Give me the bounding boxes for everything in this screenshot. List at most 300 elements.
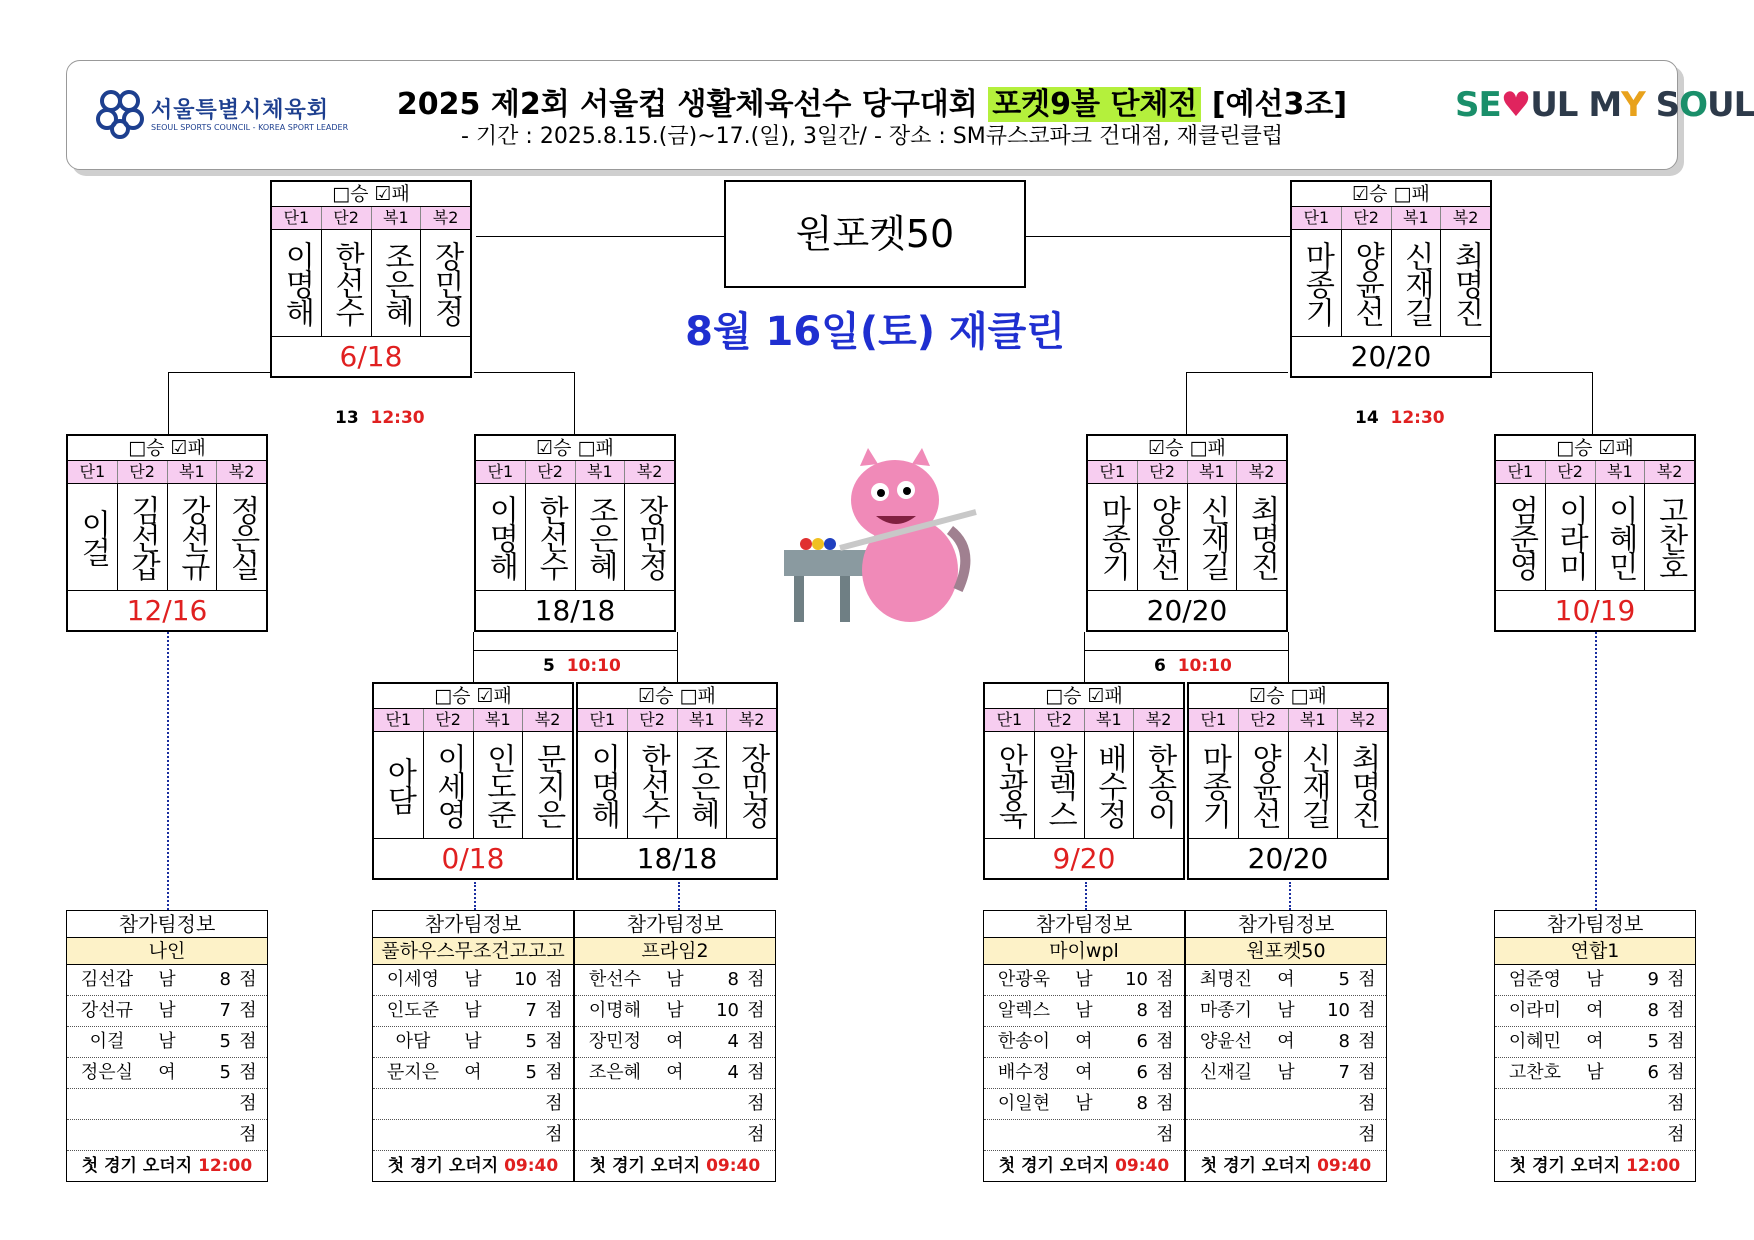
member-row [373,1120,573,1151]
member-name: 문지은 [386,1062,440,1083]
line [1084,650,1289,651]
player-name: 안광욱 [985,732,1035,838]
position-label: 복2 [228,462,255,481]
member-row [984,996,1184,1027]
point-unit: 점 [1358,1000,1376,1021]
member-name [1186,1089,1266,1119]
player-name: 한선수 [526,484,576,590]
match-number: 14 [1355,408,1379,428]
position-label: 복1 [1596,461,1646,483]
member-gender [147,1120,187,1150]
match-result: ☑승 □패 [536,437,614,459]
member-points [1104,1120,1148,1150]
member-name [373,1120,453,1150]
match-score: 0/18 [441,842,505,875]
match-result: ☑승 □패 [1249,685,1327,707]
point-unit: 점 [545,1000,563,1021]
point-unit: 점 [1156,969,1174,990]
point-unit: 점 [1667,1062,1685,1083]
member-points [1306,1089,1350,1119]
member-points: 7 [219,1000,231,1021]
member-gender: 여 [158,1062,176,1083]
match-label-14 [1355,408,1445,428]
team-info-header: 참가팀정보 [1186,911,1386,938]
member-gender [453,1089,493,1119]
position-label: 복1 [372,207,422,229]
match-card-top-left [270,180,472,378]
match-score: 12/16 [126,594,208,627]
player-name: 신재길 [1289,732,1339,838]
team-info-1 [372,910,574,1182]
member-row [984,1058,1184,1089]
match-card-mid-2 [474,434,676,632]
player-name: 한선수 [628,732,678,838]
player-name: 고찬호 [1652,495,1688,579]
player-names [272,230,470,337]
player-name: 정은실 [224,495,260,579]
position-label: 복1 [1188,461,1238,483]
position-label: 복1 [576,461,626,483]
member-name: 정은실 [80,1062,134,1083]
team-info-5 [1494,910,1696,1182]
position-label: 단2 [628,709,678,731]
member-row [575,1120,775,1151]
player-name: 김선갑 [118,484,168,590]
match-score: 9/20 [1052,842,1116,875]
member-gender: 여 [666,1031,684,1052]
position-row [374,708,572,732]
team-info-header: 참가팀정보 [373,911,573,938]
player-name: 한송이 [1141,743,1177,827]
member-row [373,996,573,1027]
match-score: 20/20 [1146,594,1228,627]
point-unit: 점 [239,969,257,990]
match-card-mid-3 [1086,434,1288,632]
position-label: 단2 [1138,461,1188,483]
first-game-time: 09:40 [706,1156,761,1176]
member-name: 강선규 [80,1000,134,1021]
match-card-low-3 [983,682,1185,880]
member-gender: 남 [1277,1000,1295,1021]
member-points: 5 [1647,1031,1659,1052]
member-points [493,1120,537,1150]
team-name: 원포켓50 [1186,938,1386,965]
position-label: 단2 [1239,709,1289,731]
team-info-header: 참가팀정보 [67,911,267,938]
player-names [578,732,776,839]
player-name: 조은혜 [372,230,422,336]
line [1026,236,1292,237]
first-game-time: 09:40 [1317,1156,1372,1176]
logo-korean-text: 서울특별시체육회 [151,98,330,123]
match-card-low-4 [1187,682,1389,880]
line [476,236,726,237]
team-name: 마이wpl [984,938,1184,965]
match-score: 18/18 [534,594,616,627]
point-unit: 점 [1156,1000,1174,1021]
position-label: 단1 [272,207,322,229]
member-name: 김선갑 [80,969,134,990]
member-row [575,965,775,996]
title-highlight: 포켓9볼 단체전 [988,87,1201,122]
member-points: 8 [1136,1093,1148,1114]
point-unit: 점 [1358,969,1376,990]
player-name: 이명해 [272,230,322,336]
team-name: 풀하우스무조건고고고 [373,938,573,965]
member-name: 이세영 [386,969,440,990]
position-label: 복1 [678,709,728,731]
member-name: 양윤선 [1199,1031,1253,1052]
line [168,372,169,434]
member-gender [1575,1120,1615,1150]
header-banner [66,60,1754,170]
team-name: 나인 [67,938,267,965]
member-points: 4 [727,1062,739,1083]
line [1288,632,1289,682]
match-score: 10/19 [1554,594,1636,627]
member-gender: 남 [158,969,176,990]
player-names [374,732,572,839]
member-gender [1266,1089,1306,1119]
member-row [1495,965,1695,996]
member-points: 10 [514,969,537,990]
point-unit: 점 [1156,1031,1174,1052]
line [677,632,678,682]
player-name: 이혜민 [1596,484,1646,590]
position-label: 단2 [424,709,474,731]
match-number: 5 [543,656,555,676]
member-points: 4 [727,1031,739,1052]
match-score: 18/18 [636,842,718,875]
member-name: 안광욱 [997,969,1051,990]
member-points: 7 [525,1000,537,1021]
member-points [695,1089,739,1119]
title-suffix: [예선3조] [1201,87,1348,122]
match-card-mid-4 [1494,434,1696,632]
member-row [67,965,267,996]
member-name: 장민정 [588,1031,642,1052]
line [473,650,678,651]
member-name [984,1120,1064,1150]
member-row [1495,1027,1695,1058]
match-score: 20/20 [1350,340,1432,373]
member-points: 5 [1338,969,1350,990]
member-gender: 여 [1277,969,1295,990]
match-result: □승 ☑패 [128,437,206,459]
member-row [67,996,267,1027]
point-unit: 점 [1667,1031,1685,1052]
member-points [187,1120,231,1150]
position-row [476,460,674,484]
member-gender: 여 [1075,1031,1093,1052]
player-name: 신재길 [1188,484,1238,590]
position-label: 복2 [1145,710,1172,729]
member-name: 이라미 [1508,1000,1562,1021]
position-label: 단1 [1496,461,1546,483]
seoul-my-soul-logo: SE♥UL MY SOUL [1455,85,1754,125]
first-game-time: 12:00 [198,1156,253,1176]
position-label: 단2 [526,461,576,483]
player-names [1496,484,1694,591]
position-row [1292,206,1490,230]
member-points: 5 [219,1031,231,1052]
line [574,372,575,434]
point-unit: 점 [1667,1093,1685,1114]
member-name: 최명진 [1199,969,1253,990]
match-result: ☑승 □패 [1352,183,1430,205]
match-score: 20/20 [1247,842,1329,875]
member-name [67,1089,147,1119]
member-gender [655,1089,695,1119]
member-gender: 여 [1586,1000,1604,1021]
member-points [1615,1089,1659,1119]
member-gender [1266,1120,1306,1150]
position-label: 복2 [534,710,561,729]
member-name: 인도준 [386,1000,440,1021]
member-gender: 남 [464,1000,482,1021]
member-gender: 남 [1075,1093,1093,1114]
point-unit: 점 [747,1124,765,1145]
member-points [1306,1120,1350,1150]
dotted-link [1085,882,1087,910]
point-unit: 점 [545,1124,563,1145]
point-unit: 점 [1156,1093,1174,1114]
dotted-link [474,882,476,910]
match-score: 6/18 [339,340,403,373]
dotted-link [678,882,680,910]
line [168,372,270,373]
player-name: 최명진 [1448,241,1484,325]
member-gender: 여 [666,1062,684,1083]
match-card-top-right [1290,180,1492,378]
point-unit: 점 [239,1124,257,1145]
player-name: 엄준영 [1496,484,1546,590]
member-gender: 여 [1075,1062,1093,1083]
member-name [575,1089,655,1119]
position-label: 단1 [476,461,526,483]
point-unit: 점 [1358,1062,1376,1083]
first-game-footer [373,1151,573,1181]
member-row [67,1120,267,1151]
match-number: 13 [335,408,359,428]
position-row [1496,460,1694,484]
member-row [575,1058,775,1089]
line [474,372,574,373]
position-row [68,460,266,484]
member-row [67,1058,267,1089]
position-label: 복2 [738,710,765,729]
team-info-header: 참가팀정보 [984,911,1184,938]
dotted-link [1289,882,1291,910]
player-name: 이세영 [424,732,474,838]
member-points: 5 [525,1031,537,1052]
point-unit: 점 [545,1093,563,1114]
final-winner-box: 원포켓50 [724,180,1026,288]
first-game-footer [1495,1151,1695,1181]
point-unit: 점 [747,1062,765,1083]
member-gender [147,1089,187,1119]
member-name [373,1089,453,1119]
member-name: 알렉스 [997,1000,1051,1021]
team-info-4 [1185,910,1387,1182]
position-label: 단1 [374,709,424,731]
member-row [1495,1120,1695,1151]
player-name: 알렉스 [1035,732,1085,838]
position-label: 복2 [1452,208,1479,227]
team-info-header: 참가팀정보 [575,911,775,938]
point-unit: 점 [747,1000,765,1021]
point-unit: 점 [1358,1031,1376,1052]
first-game-footer [575,1151,775,1181]
member-row [984,1027,1184,1058]
member-gender: 남 [1277,1062,1295,1083]
point-unit: 점 [747,1031,765,1052]
team-name: 프라임2 [575,938,775,965]
match-card-low-2 [576,682,778,880]
first-game-time: 12:00 [1626,1156,1681,1176]
match-result: □승 ☑패 [1045,685,1123,707]
member-row [1186,1120,1386,1151]
position-row [578,708,776,732]
line [1084,632,1085,682]
match-result: ☑승 □패 [1148,437,1226,459]
player-name: 마종기 [1189,732,1239,838]
member-row [1186,1089,1386,1120]
position-label: 단1 [1088,461,1138,483]
first-game-footer [984,1151,1184,1181]
team-info-0 [66,910,268,1182]
member-points [187,1089,231,1119]
member-name: 한송이 [997,1031,1051,1052]
member-gender: 남 [158,1000,176,1021]
member-row [575,1027,775,1058]
member-gender [655,1120,695,1150]
player-name: 장민정 [428,241,464,325]
point-unit: 점 [1156,1062,1174,1083]
match-card-low-1 [372,682,574,880]
member-points: 9 [1647,969,1659,990]
player-name: 마종기 [1292,230,1342,336]
member-name: 엄준영 [1508,969,1562,990]
member-name [67,1120,147,1150]
member-name: 한선수 [588,969,642,990]
match-time: 10:10 [566,656,621,676]
first-game-label: 첫 경기 오더지 [589,1156,701,1176]
player-name: 인도준 [474,732,524,838]
match-result: □승 ☑패 [332,183,410,205]
player-name: 신재길 [1392,230,1442,336]
first-game-footer [67,1151,267,1181]
match-card-mid-1 [66,434,268,632]
player-name: 강선규 [168,484,218,590]
member-row [373,1058,573,1089]
member-points: 10 [1327,1000,1350,1021]
member-gender [453,1120,493,1150]
position-label: 복1 [1392,207,1442,229]
point-unit: 점 [239,1031,257,1052]
player-names [1088,484,1286,591]
member-row [575,996,775,1027]
position-label: 복2 [1656,462,1683,481]
member-gender: 여 [464,1062,482,1083]
logo-english-text: SEOUL SPORTS COUNCIL - KOREA SPORT LEADER [151,123,349,132]
title-prefix: 2025 제2회 서울컵 생활체육선수 당구대회 [396,87,989,122]
point-unit: 점 [239,1062,257,1083]
member-name: 배수정 [997,1062,1051,1083]
line [1592,372,1593,434]
point-unit: 점 [1667,1000,1685,1021]
event-date: 8월 16일(토) 재클린 [685,309,1065,355]
match-label-13 [335,408,425,428]
point-unit: 점 [1156,1124,1174,1145]
member-points: 5 [219,1062,231,1083]
player-name: 장민정 [734,743,770,827]
match-label-6 [1154,656,1232,676]
line [1490,372,1592,373]
line [1186,372,1288,373]
member-name: 아담 [395,1031,431,1052]
position-label: 복1 [1085,709,1135,731]
member-row [1186,1058,1386,1089]
member-points: 8 [727,969,739,990]
member-points [695,1120,739,1150]
position-label: 단2 [322,207,372,229]
position-label: 단1 [578,709,628,731]
point-unit: 점 [239,1093,257,1114]
position-label: 복2 [636,462,663,481]
member-name [1495,1089,1575,1119]
position-label: 단1 [1189,709,1239,731]
member-row [1495,1058,1695,1089]
match-result: ☑승 □패 [638,685,716,707]
member-points: 8 [219,969,231,990]
player-name: 마종기 [1088,484,1138,590]
member-gender: 남 [666,1000,684,1021]
member-name: 이걸 [89,1031,125,1052]
player-names [68,484,266,591]
first-game-label: 첫 경기 오더지 [81,1156,193,1176]
member-points [1615,1120,1659,1150]
point-unit: 점 [1358,1093,1376,1114]
page-subtitle: - 기간 : 2025.8.15.(금)~17.(일), 3일간/ - 장소 : SM큐스코파크 건대점, 재클린클럽 [461,124,1283,149]
team-info-header: 참가팀정보 [1495,911,1695,938]
match-label-5 [543,656,621,676]
match-result: □승 ☑패 [1556,437,1634,459]
point-unit: 점 [1667,1124,1685,1145]
point-unit: 점 [239,1000,257,1021]
line [1186,372,1187,434]
mascot-playing-pool-icon [780,440,980,630]
member-points: 10 [1125,969,1148,990]
player-name: 최명진 [1244,495,1280,579]
point-unit: 점 [747,1093,765,1114]
match-result: □승 ☑패 [434,685,512,707]
match-time: 12:30 [1390,408,1445,428]
point-unit: 점 [1667,969,1685,990]
position-label: 복2 [1349,710,1376,729]
position-row [1088,460,1286,484]
first-game-footer [1186,1151,1386,1181]
member-points: 6 [1136,1031,1148,1052]
member-gender: 남 [1586,969,1604,990]
member-name [575,1120,655,1150]
line [473,632,474,682]
member-name: 이명해 [588,1000,642,1021]
player-name: 이라미 [1546,484,1596,590]
first-game-label: 첫 경기 오더지 [998,1156,1110,1176]
member-gender: 남 [1586,1062,1604,1083]
player-name: 조은혜 [678,732,728,838]
